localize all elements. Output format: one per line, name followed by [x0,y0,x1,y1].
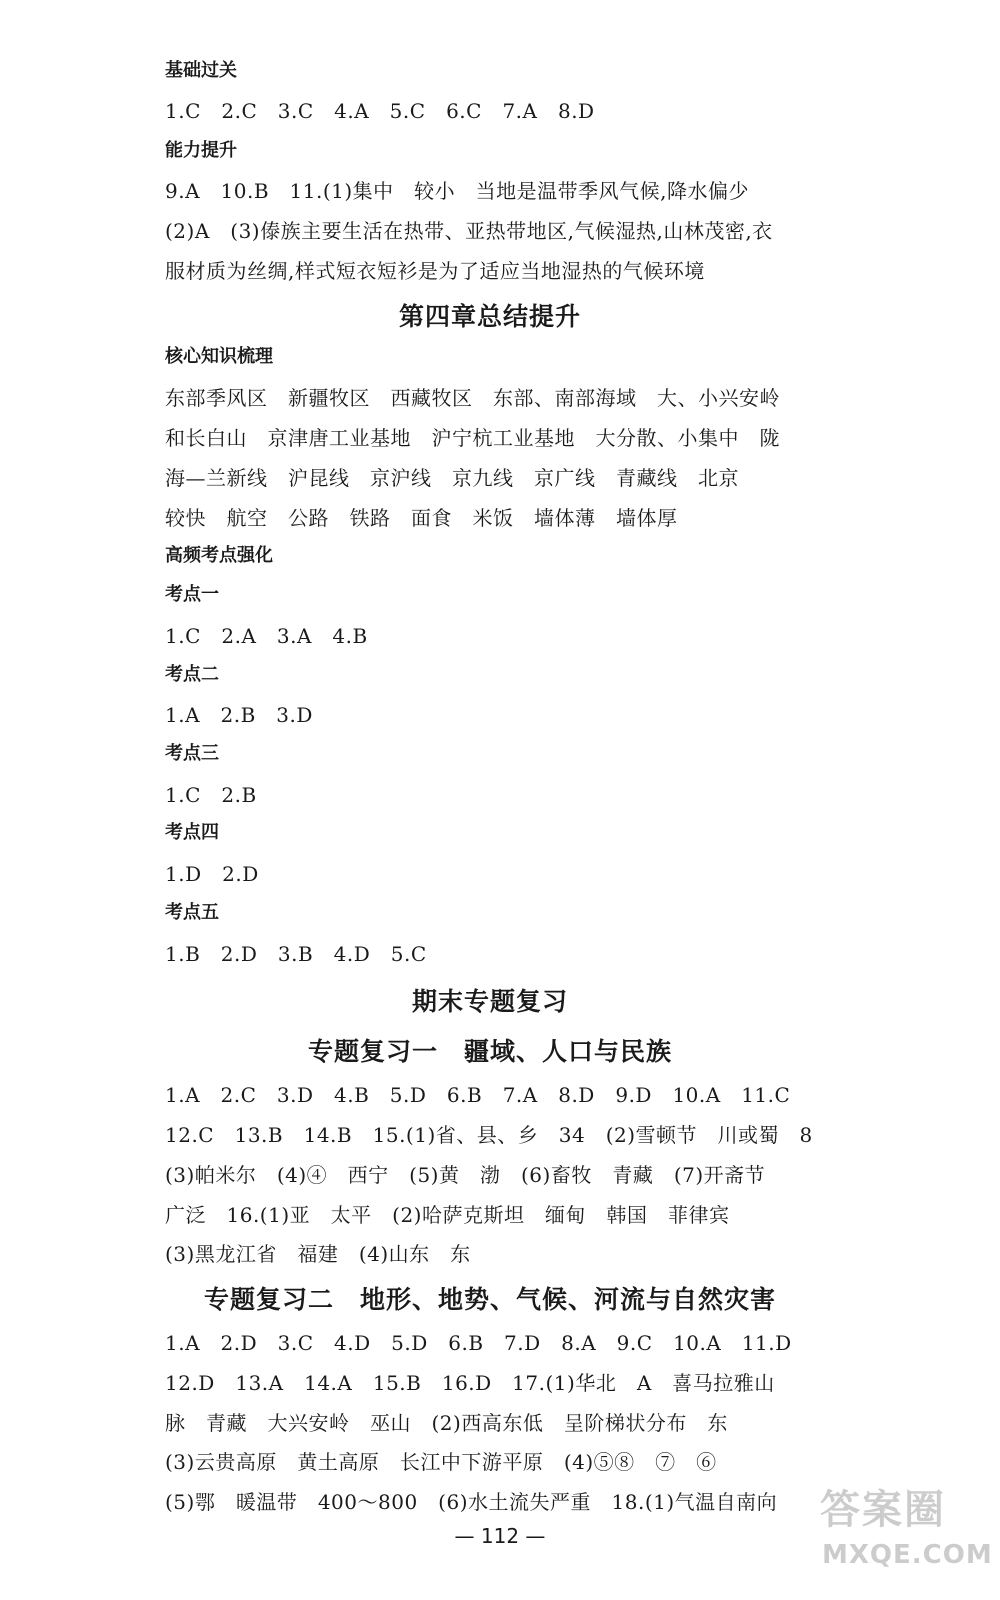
watermark-logo [812,1478,993,1588]
point-answers-4: 1.D 2.D [165,862,259,886]
point-label-1: 考点一 [165,584,219,605]
topic2-line-4: (3)云贵高原 黄土高原 长江中下游平原 (4)⑤⑧ ⑦ ⑥ [165,1450,717,1474]
ability-line-2: (2)A (3)傣族主要生活在热带、亚热带地区,气候湿热,山林茂密,衣 [165,219,773,243]
watermark-bottom-text: MXQE.COM [822,1540,993,1570]
heading-core-knowledge: 核心知识梳理 [165,346,273,367]
topic2-line-1: 1.A 2.D 3.C 4.D 5.D 6.B 7.D 8.A 9.C 10.A 11.D [165,1331,792,1355]
chapter4-title: 第四章总结提升 [398,302,581,331]
point-answers-3: 1.C 2.B [165,783,257,807]
topic1-line-3: (3)帕米尔 (4)④ 西宁 (5)黄 渤 (6)畜牧 青藏 (7)开斋节 [165,1163,766,1187]
topic1-line-5: (3)黑龙江省 福建 (4)山东 东 [165,1242,471,1266]
topic2-line-2: 12.D 13.A 14.A 15.B 16.D 17.(1)华北 A 喜马拉雅山 [165,1371,775,1395]
point-label-5: 考点五 [165,902,219,923]
topic1-line-1: 1.A 2.C 3.D 4.B 5.D 6.B 7.A 8.D 9.D 10.A 11.C [165,1083,791,1107]
basic-answers: 1.C 2.C 3.C 4.A 5.C 6.C 7.A 8.D [165,99,595,123]
core-line-3: 海—兰新线 沪昆线 京沪线 京九线 京广线 青藏线 北京 [165,466,739,490]
point-label-4: 考点四 [165,822,219,843]
topic1-line-4: 广泛 16.(1)亚 太平 (2)哈萨克斯坦 缅甸 韩国 菲律宾 [165,1203,730,1227]
heading-ability: 能力提升 [165,140,237,161]
heading-frequent-points: 高频考点强化 [165,545,273,566]
core-line-4: 较快 航空 公路 铁路 面食 米饭 墙体薄 墙体厚 [165,506,678,530]
topic2-line-5: (5)鄂 暖温带 400～800 (6)水土流失严重 18.(1)气温自南向 [165,1490,778,1514]
heading-basic: 基础过关 [165,60,237,81]
core-line-1: 东部季风区 新疆牧区 西藏牧区 东部、南部海域 大、小兴安岭 [165,386,780,410]
point-answers-5: 1.B 2.D 3.B 4.D 5.C [165,942,427,966]
topic2-line-3: 脉 青藏 大兴安岭 巫山 (2)西高东低 呈阶梯状分布 东 [165,1411,728,1435]
point-answers-2: 1.A 2.B 3.D [165,703,313,727]
point-answers-1: 1.C 2.A 3.A 4.B [165,624,368,648]
point-label-3: 考点三 [165,743,219,764]
core-line-2: 和长白山 京津唐工业基地 沪宁杭工业基地 大分散、小集中 陇 [165,426,780,450]
ability-line-1: 9.A 10.B 11.(1)集中 较小 当地是温带季风气候,降水偏少 [165,179,750,203]
page-number: — 112 — [454,1524,546,1548]
topic2-title: 专题复习二 地形、地势、气候、河流与自然灾害 [203,1285,776,1314]
ability-line-3: 服材质为丝绸,样式短衣短衫是为了适应当地湿热的气候环境 [165,259,705,283]
topic1-title: 专题复习一 疆域、人口与民族 [307,1037,672,1066]
point-label-2: 考点二 [165,664,219,685]
watermark-top-text: 答案圈 [820,1487,946,1533]
topic1-line-2: 12.C 13.B 14.B 15.(1)省、县、乡 34 (2)雪顿节 川或蜀 8 [165,1123,813,1147]
final-review-title: 期末专题复习 [411,987,568,1016]
